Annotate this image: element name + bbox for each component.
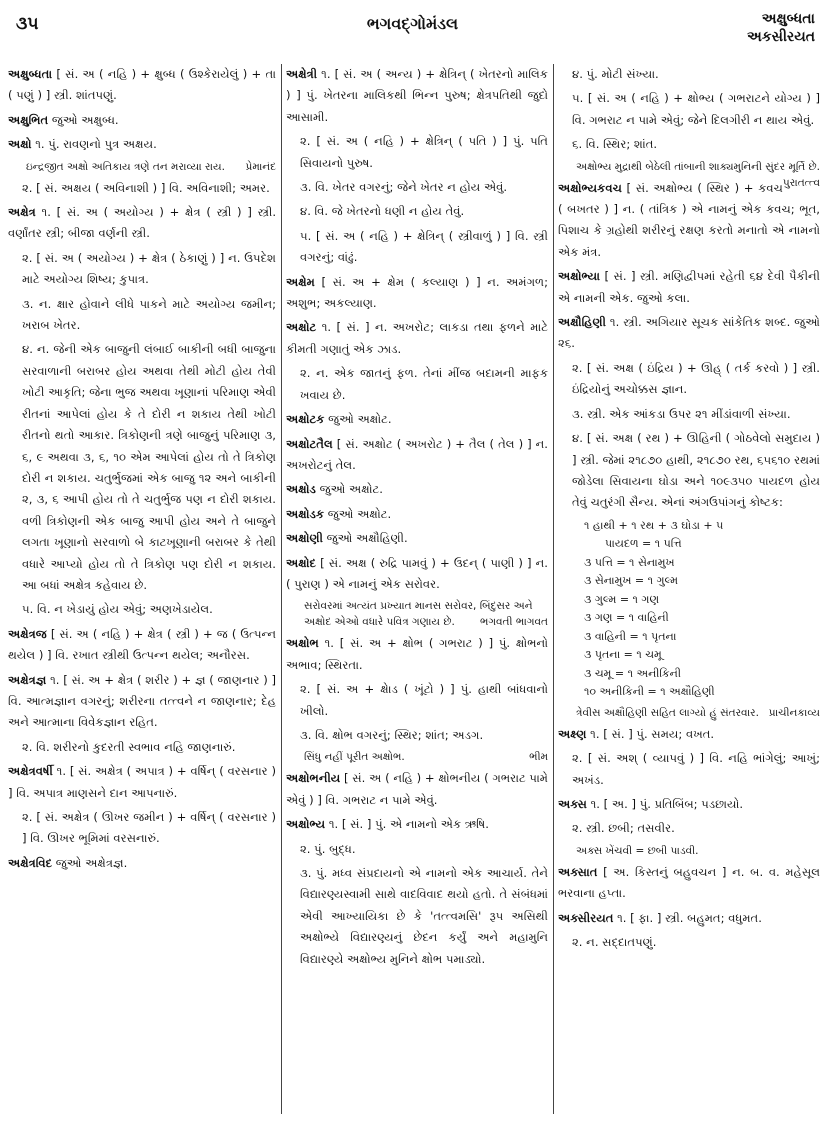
- entry-definition: જુઓ અક્ષોટ.: [324, 506, 392, 521]
- entry-definition: ૧. [ સં. અ ( અયોગ્ય ) + ક્ષેત્ર ( સ્ત્રી ) ] સ્ત્રી. વર્ણાંતર સ્ત્રી; બીજા વર્ણની સ્ત્રી.: [8, 205, 276, 241]
- entry-sense: ૪. પું. મોટી સંખ્યા.: [572, 67, 659, 81]
- dictionary-entry: [558, 862, 820, 905]
- column-2: [286, 64, 548, 1116]
- dictionary-entry: [558, 312, 820, 355]
- dictionary-entry: [286, 814, 548, 835]
- entry-definition: ૧. [ સં. અ + ક્ષોભ ( ગભરાટ ) ] પું. ક્ષોભનો અભાવ; સ્થિરતા.: [286, 636, 548, 672]
- entry-headword: અક્ષોદ: [286, 555, 317, 570]
- entry-definition: ૧. [ સં. ] પું. એ નામનો એક ઋષિ.: [325, 817, 489, 832]
- entry-definition: [ સં. અ ( નહિ ) + ક્ષોભનીય ( ગભરાટ પામે એવું ) ] વિ. ગભરાટ ન પામે એવું.: [286, 771, 548, 807]
- entry-definition: ૧. [ સં. અ + ક્ષેત્ર ( શરીર ) + જ્ઞ ( જાણનાર ) ] વિ. આત્મજ્ઞાન વગરનું; શરીરના તત્ત્વને ન જાણનાર; દેહ અને આત્માના વિવેકજ્ઞાન રહિત.: [8, 672, 276, 730]
- army-division-row: ૧ હાથી + ૧ રથ + ૩ ઘોડા + ૫: [584, 518, 724, 532]
- dictionary-entry: [8, 64, 276, 107]
- army-division-row: ૩ વાહિની = ૧ પૃતના: [584, 629, 677, 643]
- citation-quote: [558, 843, 820, 859]
- entry-headword: અક્ષેત્રજ્ઞ: [8, 672, 47, 687]
- entry-definition: [ સં. અ ( નહિ ) + ક્ષુબ્ધ ( ઉશ્કેરાયેલું ) + તા ( પણું ) ] સ્ત્રી. શાંતપણું.: [8, 67, 276, 103]
- entry-headword: અક્ષોડક: [286, 506, 325, 521]
- entry-sense: ૩. વિ. ક્ષોભ વગરનું; સ્થિર; શાંત; અડગ.: [300, 727, 484, 742]
- dictionary-entry: [558, 178, 820, 264]
- entry-headword: અક્સ: [558, 796, 587, 811]
- citation-source: પ્રાચીનકાવ્ય: [768, 706, 820, 719]
- entry-headword: અક્સીરયત: [558, 910, 614, 925]
- dictionary-entry: [8, 134, 276, 155]
- entry-sense: ૩. વિ. ખેતર વગરનું; જેને ખેતર ન હોય એવું.: [300, 180, 508, 195]
- dictionary-entry: [8, 670, 276, 734]
- entry-definition: ૧. સ્ત્રી. અગિયાર સૂચક સાંકેતિક શબ્દ. જુઓ ૨૬.: [558, 315, 820, 351]
- entry-definition: ૧. [ ફા. ] સ્ત્રી. બહુમત; વધુમત.: [613, 910, 762, 925]
- running-title: ભગવદ્ગોમંડલ: [366, 14, 459, 33]
- entry-sense: ૨. ન. એક જાતનું ફળ. તેનાં મીંજ બદામની માફક ખવાય છે.: [300, 366, 548, 402]
- dictionary-entry: [286, 409, 548, 430]
- entry-definition: જુઓ અક્ષેત્રજ્ઞ.: [52, 855, 128, 870]
- dictionary-entry: [286, 272, 548, 315]
- entry-sense: ૨. ન. સદ્દાતપણું.: [572, 934, 657, 949]
- entry-definition: ૧. [ સં. ] ન. અખરોટ; લાકડા તથા ફળને માટે કીમતી ગણાતું એક ઝાડ.: [286, 320, 548, 356]
- entry-definition: [ સં. અક્ષોભ્ય ( સ્થિર ) + કવચ ( બખતર ) ] ન. ( તાંત્રિક ) એ નામનું એક કવચ; ભૂત, પિશાચ કે ગ્રહોથી શરીરનું રક્ષણ કરતો મનાતો એ નામનો એક મંત્ર.: [558, 180, 820, 259]
- army-division-table: [558, 517, 820, 702]
- entry-headword: અક્ષોભ: [286, 636, 319, 651]
- dictionary-entry: [286, 633, 548, 676]
- column-1: [8, 64, 276, 1116]
- entry-definition: જુઓ અક્ષોટ.: [315, 482, 383, 497]
- citation-text: અક્સ ખેંચવી = છબી પાડવી.: [576, 844, 699, 857]
- entry-headword: અક્ષેત્રી: [286, 67, 318, 81]
- entry-headword: અક્ષોણી: [286, 531, 323, 546]
- entry-definition: જુઓ અક્ષૌહિણી.: [322, 531, 408, 546]
- entry-definition: [ સં. અક્ષ ( રુદ્રિ પામવું ) + ઉદન્ ( પાણી ) ] ન. ( પુરાણ ) એ નામનું એક સરોવર.: [286, 555, 548, 591]
- entry-sense: ૨. [ સં. અશ્ ( વ્યાપવું ) ] વિ. નહિ ભાંગેલું; આખું; અખંડ.: [572, 751, 820, 787]
- citation-text: ત્રેવીસ અક્ષૌહિણી સહિત લાગ્યો હું સંતરવાર.: [576, 706, 759, 719]
- citation-source: પ્રેમાનંદ: [245, 160, 276, 173]
- entry-sense: ૨. [ સં. અક્ષેત્ર ( ઊખર જમીન ) + વર્ષિન્ ( વરસનાર ) ] વિ. ઊખર ભૂમિમાં વરસનારું.: [22, 810, 276, 846]
- entry-sense: ૩. સ્ત્રી. એક આંકડા ઉપર ૨૧ મીંડાંવાળી સંખ્યા.: [572, 406, 791, 421]
- entry-definition: [ સં. અ + ક્ષેમ ( કલ્યાણ ) ] ન. અમંગળ; અશુભ; અકલ્યાણ.: [286, 274, 548, 311]
- column-3: [558, 64, 820, 1116]
- entry-headword: અક્ષેમ: [286, 274, 315, 289]
- dictionary-entry: [8, 761, 276, 804]
- entry-sense: ૨. સ્ત્રી. છબી; તસવીર.: [572, 821, 675, 836]
- entry-definition: ૧. [ સં. અ ( અન્ય ) + ક્ષેત્રિન્ ( ખેતરનો માલિક ) ] પું. ખેતરના માલિકથી ભિન્ન પુરુષ; ક્ષેત્રપતિથી જુદો આસામી.: [286, 67, 548, 124]
- citation-text: ઇન્દ્રજીત અક્ષો અતિકાય ત્રણે તન મરાવ્યા રાય.: [26, 160, 225, 173]
- citation-source: ભગવતી ભાગવત: [479, 616, 548, 629]
- entry-sense: ૫. [ સં. અ ( નહિ ) + ક્ષેત્રિન્ ( સ્ત્રીવાળું ) ] વિ. સ્ત્રી વગરનું; વાંઢું.: [300, 228, 548, 265]
- entry-definition: જુઓ અક્ષોટ.: [324, 412, 392, 427]
- army-division-row: ૩ પત્તિ = ૧ સેનામુખ: [584, 555, 675, 569]
- dictionary-entry: [8, 202, 276, 245]
- dictionary-entry: [286, 434, 548, 477]
- army-division-row: ૩ ગણ = ૧ વાહિની: [584, 611, 669, 625]
- army-division-row: પાયદળ = ૧ પત્તિ: [584, 537, 682, 551]
- entry-headword: અક્ષોડ: [286, 482, 316, 497]
- entry-headword: અક્સાત: [558, 864, 598, 879]
- entry-definition: ૧. [ સં. ] પું. સમય; વખત.: [586, 726, 715, 741]
- entry-definition: જુઓ અક્ષુબ્ધ.: [48, 112, 119, 127]
- entry-sense: ૪. [ સં. અક્ષ ( રથ ) + ઊહિની ( ગોઠવેલો સમુદાય ) ] સ્ત્રી. જેમાં ૨૧૮૭૦ હાથી, ૨૧૮૭૦ રથ, ૬૫૬૧૦ રથમાં જોડેલા સિવાયના ઘોડા અને ૧૦૯૩૫૦ પાયદળ હોય તેવું ચતુરંગી સૈન્ય. એનાં અંગઉપાંગનું કોષ્ટક:: [572, 431, 820, 510]
- citation-source: ભીમ: [529, 751, 548, 764]
- dictionary-entry: [558, 266, 820, 309]
- entry-headword: અક્ષો: [8, 137, 32, 152]
- entry-definition: ૧. [ અ. ] પું. પ્રતિબિંબ; પડછાયો.: [586, 796, 744, 811]
- citation-quote: [558, 705, 820, 721]
- entry-headword: અક્ષોટતૈલ: [286, 436, 333, 451]
- entry-headword: અક્ષોટક: [286, 412, 325, 427]
- entry-sense: ૨. [ સં. અક્ષય ( અવિનાશી ) ] વિ. અવિનાશી; અમર.: [22, 180, 270, 195]
- entry-headword: અક્ષેત્રવર્ષી: [8, 764, 53, 779]
- dictionary-entry: [8, 853, 276, 874]
- entry-definition: [ સં. અ ( નહિ ) + ક્ષેત્ર ( સ્ત્રી ) + જ ( ઉત્પન્ન થયેલ ) ] વિ. રખાત સ્ત્રીથી ઉત્પન્ન થયેલ; અનૌરસ.: [8, 626, 276, 663]
- army-division-row: ૩ ચમૂ = ૧ અનીકિની: [584, 666, 682, 680]
- entry-sense: ૨. [ સં. અક્ષ ( ઇંદ્રિય ) + ઊહ્ ( તર્ક કરવો ) ] સ્ત્રી. ઇંદ્રિયોનું અચોક્કસ જ્ઞાન.: [572, 360, 820, 397]
- entry-sense: ૪. ન. જેની એક બાજુની લંબાઈ બાકીની બધી બાજુના સરવાળાની બરાબર હોય અથવા તેથી મોટી હોય તેવી ખોટી આકૃતિ; જેના ભુજ અથવા ખૂણાનાં પરિમાણ એવી રીતનાં આપેલાં હોય કે તે દોરી ન શકાય તેથી ખોટી રીતનો થતો આકાર. ત્રિકોણની ત્રણે બાજુનું પરિમાણ ૩, ૬, ૯ અથવા ૩, ૬, ૧૦ એમ આપેલાં હોય તો તે ત્રિકોણ દોરી ન શકાય. ચતુર્ભુજમાં એક બાજુ ૧૨ અને બાકીની ૨, ૩, ૬ આપી હોય તો તે ચતુર્ભુજ પણ ન દોરી શકાય. વળી ત્રિકોણની એક બાજુ આપી હોય અને તે બાજુને લગતા ખૂણાનો સરવાળો બે કાટખૂણાની બરાબર કે તેથી વધારે આપ્યો હોય તો તે ત્રિકોણ પણ દોરી ન શકાય. આ બધાં અક્ષેત્ર કહેવાય છે.: [22, 342, 276, 592]
- dictionary-entry: [558, 724, 820, 745]
- entry-headword: અક્ષૌહિણી: [558, 315, 606, 330]
- dictionary-entry: [286, 768, 548, 811]
- entry-headword: અક્ષુભિત: [8, 112, 49, 127]
- entry-sense: ૫. [ સં. અ ( નહિ ) + ક્ષોભ્ય ( ગભરાટને યોગ્ય ) ] વિ. ગભરાટ ન પામે એવું; જેને દિલગીરી ન થાય એવું.: [572, 91, 820, 127]
- guide-words: [747, 10, 815, 46]
- dictionary-entry: [286, 528, 548, 549]
- entry-headword: અક્ષોભ્ય: [286, 817, 326, 832]
- entry-definition: [ સં. ] સ્ત્રી. મણિદ્વીપમાં રહેતી ૬૪ દેવી પૈકીની એ નામની એક. જુઓ કલા.: [558, 269, 820, 305]
- dictionary-entry: [286, 553, 548, 596]
- entry-headword: અક્ષેત્રજ: [8, 626, 47, 641]
- army-division-row: ૧૦ અનીકિની = ૧ અક્ષૌહિણી: [584, 685, 715, 699]
- citation-quote: [286, 598, 548, 630]
- entry-sense: ૬. વિ. સ્થિર; શાંત.: [572, 137, 658, 152]
- entry-headword: અક્ષ્ણ: [558, 726, 587, 741]
- dictionary-entry: [286, 479, 548, 500]
- page-header: [0, 0, 825, 62]
- entry-headword: અક્ષોટ: [286, 320, 317, 335]
- entry-headword: અક્ષોભ્યા: [558, 269, 601, 284]
- citation-text: સિંધુ નહીં પૂરીત અક્ષોભ.: [304, 751, 405, 764]
- page-number: ૩૫: [16, 14, 39, 34]
- dictionary-entry: [286, 317, 548, 360]
- dictionary-entry: [8, 110, 276, 131]
- guide-word-first: અક્ષુબ્ધતા: [761, 11, 815, 27]
- entry-definition: [ સં. અક્ષોટ ( અખરોટ ) + તૈલ ( તેલ ) ] ન. અખરોટનું તેલ.: [286, 436, 548, 472]
- dictionary-entry: [558, 908, 820, 929]
- entry-headword: અક્ષોભ્યકવચ: [558, 180, 622, 195]
- citation-quote: [286, 749, 548, 765]
- entry-sense: ૨. [ સં. અ + ક્ષેાડ ( ખૂંટો ) ] પું. હાથી બાંધવાનો ખીલો.: [300, 682, 548, 718]
- entry-headword: અક્ષેત્રવિદ: [8, 855, 53, 870]
- entry-definition: ૧. [ સં. અક્ષેત્ર ( અપાત્ર ) + વર્ષિન્ ( વરસનાર ) ] વિ. અપાત્ર માણસને દાન આપનારું.: [8, 764, 276, 800]
- citation-text: અક્ષોભ્ય મુદ્રાથી બેઠેલી તાંબાની શાક્યમુનિની સુંદર મૂર્તિ છે.: [576, 160, 820, 173]
- entry-sense: ૩. પું. મધ્વ સંપ્રદાયનો એ નામનો એક આચાર્ય. તેને વિદ્યારણ્યસ્વામી સાથે વાદવિવાદ થયો હતો. તે સંબંધમાં એવી આખ્યાયિકા છે કે 'તત્ત્વમસિ' રૂપ અસિથી અક્ષોભ્યે વિદ્યારણ્યનું છેદન કર્યું અને મહામુનિ વિદ્યારણ્યે અક્ષોભ્ય મુનિને ક્ષોભ પમાડ્યો.: [300, 866, 548, 966]
- entry-sense: ૨. પું. બુદ્ધ.: [300, 841, 356, 856]
- entry-definition: ૧. પું. રાવણનો પુત્ર અક્ષય.: [31, 137, 157, 152]
- entry-headword: અક્ષોભનીય: [286, 771, 341, 786]
- entry-sense: ૩. ન. ક્ષાર હોવાને લીધે પાકને માટે અયોગ્ય જમીન; ખરાબ ખેતર.: [22, 296, 276, 333]
- entry-definition: [ અ. કિસ્તનું બહુવચન ] ન. બ. વ. મહેસૂલ ભરવાના હપ્તા.: [558, 864, 820, 901]
- dictionary-entry: [558, 794, 820, 815]
- entry-sense: ૫. વિ. ન ખેડાયું હોય એવું; અણખેડાયેલ.: [22, 602, 213, 617]
- entry-headword: અક્ષેત્ર: [8, 205, 36, 220]
- army-division-row: ૩ સેનામુખ = ૧ ગુલ્મ: [584, 574, 679, 588]
- guide-word-last: અકસીરયત: [747, 29, 815, 45]
- entry-sense: ૨. [ સં. અ ( અયોગ્ય ) + ક્ષેત્ર ( ઠેકાણું ) ] ન. ઉપદેશ માટે અયોગ્ય શિષ્ય; કુપાત્ર.: [22, 250, 276, 287]
- entry-sense: ૪. વિ. જે ખેતરનો ધણી ન હોય તેવું.: [300, 204, 465, 219]
- dictionary-entry: [8, 624, 276, 667]
- army-division-row: ૩ ગુલ્મ = ૧ ગણ: [584, 592, 660, 606]
- entry-sense: ૨. [ સં. અ ( નહિ ) + ક્ષેત્રિન્ ( પતિ ) ] પું. પતિ સિવાયનો પુરુષ.: [300, 134, 548, 170]
- dictionary-entry: [286, 64, 548, 128]
- entry-sense: ૨. વિ. શરીરનો કુદરતી સ્વભાવ નહિ જાણનારું.: [22, 739, 236, 754]
- dictionary-entry: [286, 504, 548, 525]
- army-division-row: ૩ પૃતના = ૧ ચમૂ: [584, 648, 662, 662]
- citation-quote: [8, 159, 276, 175]
- citation-text: સરોવરમાં અત્યંત પ્રખ્યાત માનસ સરોવર, બિંદુસર અને અક્ષોદ એઓ વધારે પવિત્ર ગણાય છે.: [304, 600, 533, 629]
- citation-source: પુરાતત્ત્વ: [782, 176, 820, 189]
- entry-headword: અક્ષુબ્ધતા: [8, 67, 53, 81]
- dictionary-columns: [8, 64, 820, 1116]
